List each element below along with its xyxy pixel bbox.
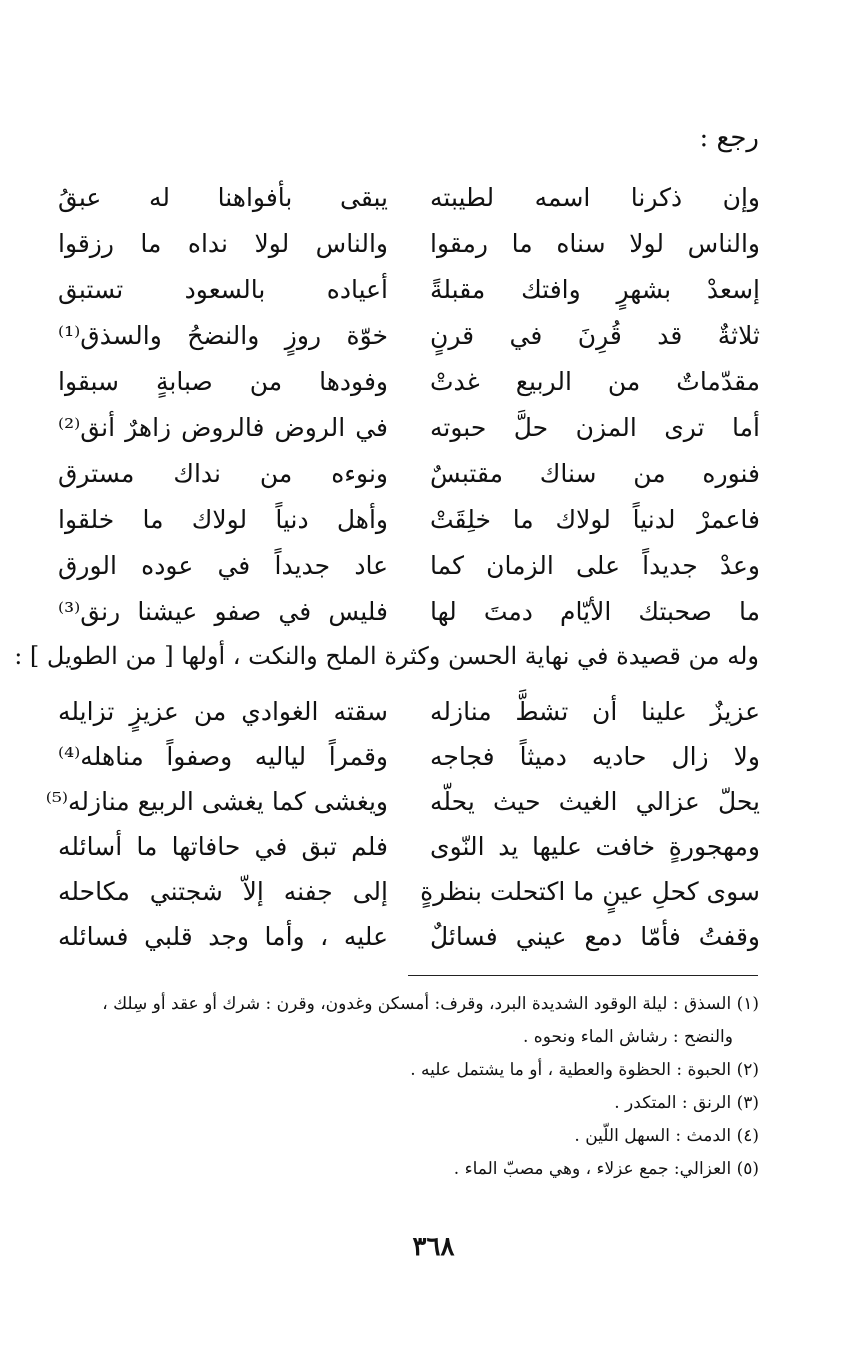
verse-first-hemistich: ومهجورةٍ خافت عليها يد النّوى [430, 832, 760, 861]
verse-first-hemistich: سوى كحلِ عينٍ ما اكتحلت بنظرةٍ [420, 877, 760, 906]
verse-second-hemistich: وقمراً لياليه وصفواً مناهله⁽⁴⁾ [58, 742, 388, 771]
verse [58, 824, 760, 869]
footnote-text: السذق : ليلة الوقود الشديدة البرد، وقرف: أمسكن وغدون، وقرن : شرك أو عقد أو سِلك ، [102, 994, 732, 1014]
section-heading: رجع : [699, 123, 759, 153]
verse [58, 359, 760, 405]
verse-second-hemistich: سقته الغوادي من عزيزٍ تزايله [58, 697, 388, 726]
verse [58, 914, 760, 959]
verse-second-hemistich: خوّة روزٍ والنضحُ والسذق⁽¹⁾ [58, 321, 388, 350]
verse [58, 497, 760, 543]
verse [58, 869, 760, 914]
verse-first-hemistich: أما ترى المزن حلَّ حبوته [430, 413, 760, 442]
verse-first-hemistich: عزيزٌ علينا أن تشطَّ منازله [430, 697, 760, 726]
footnote-number: (٣) [736, 1093, 759, 1113]
footnote [49, 1087, 759, 1120]
verse-first-hemistich: ما صحبتك الأيّام دمتَ لها [430, 597, 760, 626]
footnote [49, 988, 759, 1021]
verse-second-hemistich: ويغشى كما يغشى الربيع منازله⁽⁵⁾ [45, 787, 388, 816]
footnote-number: (٢) [736, 1060, 759, 1080]
footnotes [49, 988, 759, 1186]
verse [58, 589, 760, 635]
verse-first-hemistich: ولا زال حاديه دميثاً فجاجه [430, 742, 760, 771]
verse-second-hemistich: إلى جفنه إلاّ شجتني مكاحله [58, 877, 388, 906]
footnote-number: (٤) [736, 1126, 759, 1146]
verse [58, 267, 760, 313]
verse [58, 689, 760, 734]
verse-second-hemistich: يبقى بأفواهنا له عبقُ [58, 183, 388, 212]
footnote-text: الدمث : السهل اللّين . [574, 1126, 732, 1146]
poem-one [58, 175, 760, 635]
footnote [49, 1054, 759, 1087]
verse-second-hemistich: فليس في صفو عيشنا رنق⁽³⁾ [58, 597, 388, 626]
verse-first-hemistich: وقفتُ فأمّا دمع عيني فسائلٌ [430, 922, 760, 951]
verse-second-hemistich: عاد جديداً في عوده الورق [58, 551, 388, 580]
verse-first-hemistich: مقدّماتٌ من الربيع غدتْ [430, 367, 760, 396]
verse [58, 175, 760, 221]
verse [45, 779, 760, 824]
footnote [49, 1120, 759, 1153]
footnote-continuation: والنضح : رشاش الماء ونحوه . [522, 1027, 733, 1047]
footnote-text: الحبوة : الحظوة والعطية ، أو ما يشتمل عليه . [410, 1060, 732, 1080]
page-number: ٣٦٨ [412, 1232, 455, 1262]
verse [58, 543, 760, 589]
verse-first-hemistich: إسعدْ بشهرٍ وافتك مقبلةً [430, 275, 760, 304]
verse-first-hemistich: والناس لولا سناه ما رمقوا [430, 229, 760, 258]
verse-first-hemistich: وعدْ جديداً على الزمان كما [430, 551, 760, 580]
verse-first-hemistich: فاعمرْ لدنياً لولاك ما خلِقَتْ [430, 505, 760, 534]
footnote-number: (١) [736, 994, 759, 1014]
verse-second-hemistich: والناس لولا نداه ما رزقوا [58, 229, 388, 258]
footnote-separator [408, 975, 758, 976]
verse-second-hemistich: أعياده بالسعود تستبق [58, 275, 388, 304]
verse-first-hemistich: وإن ذكرنا اسمه لطيبته [430, 183, 760, 212]
verse-first-hemistich: ثلاثةٌ قد قُرِنَ في قرنٍ [430, 321, 760, 350]
footnote-text: الرنق : المتكدر . [614, 1093, 732, 1113]
verse [58, 221, 760, 267]
verse [58, 313, 760, 359]
footnote-text: العزالي: جمع عزلاء ، وهي مصبّ الماء . [453, 1159, 732, 1179]
footnote [49, 1153, 759, 1186]
verse [58, 405, 760, 451]
poem-two [45, 689, 760, 959]
poem-introduction: وله من قصيدة في نهاية الحسن وكثرة الملح والنكت ، أولها [ من الطويل ] : [14, 642, 759, 670]
verse-second-hemistich: فلم تبق في حافاتها ما أسائله [58, 832, 388, 861]
verse-second-hemistich: عليه ، وأما وجد قلبي فسائله [58, 922, 388, 951]
verse-second-hemistich: في الروض فالروض زاهرٌ أنق⁽²⁾ [58, 413, 388, 442]
verse [58, 451, 760, 497]
verse-first-hemistich: فنوره من سناك مقتبسٌ [430, 459, 760, 488]
verse [58, 734, 760, 779]
verse-second-hemistich: وفودها من صبابةٍ سبقوا [58, 367, 388, 396]
verse-second-hemistich: وأهل دنياً لولاك ما خلقوا [58, 505, 388, 534]
verse-first-hemistich: يحلّ عزالي الغيث حيث يحلّه [430, 787, 760, 816]
footnote-number: (٥) [736, 1159, 759, 1179]
verse-second-hemistich: ونوءه من نداك مسترق [58, 459, 388, 488]
